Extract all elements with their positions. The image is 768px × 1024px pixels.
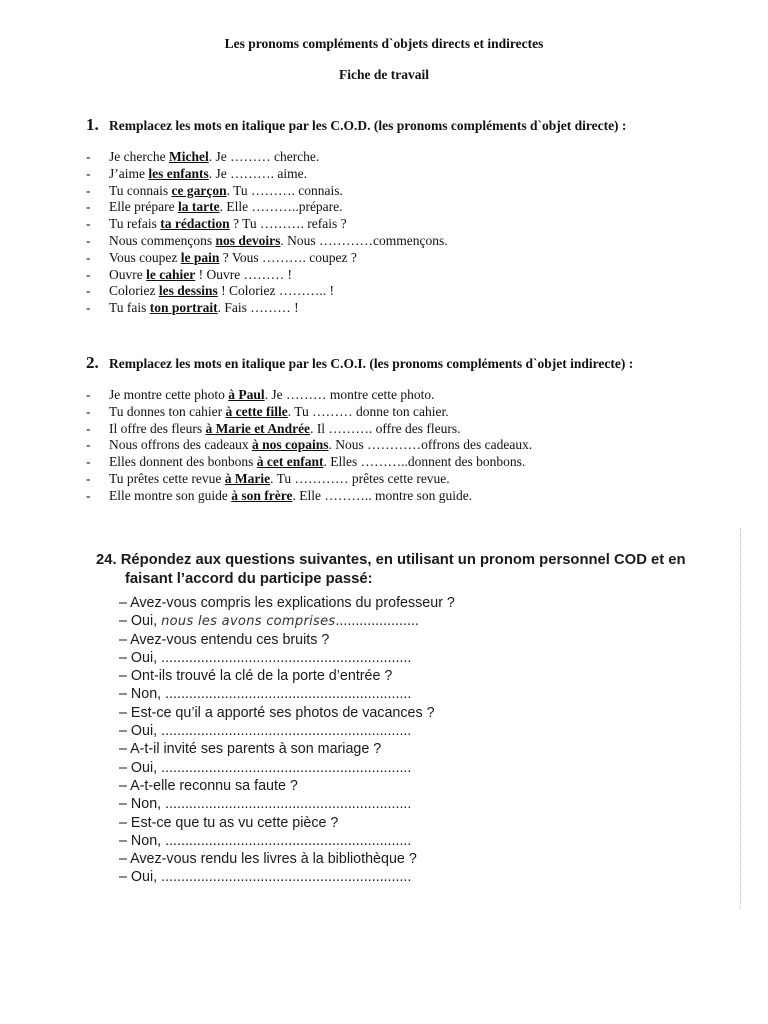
list-item <box>86 233 448 250</box>
item-target-words: le cahier <box>146 266 196 282</box>
item-target-words: à cet enfant <box>256 454 324 470</box>
list-item <box>86 471 532 488</box>
item-target-words: à Paul <box>228 387 265 402</box>
item-target-words: la tarte <box>177 199 220 215</box>
item-target-words: à Marie <box>224 470 271 486</box>
section-24-instruction-line-1: Répondez aux questions suivantes, en utilisant un pronom personnel COD et en <box>120 552 686 568</box>
answer-line: – Non, .............................................................. <box>119 796 412 813</box>
item-blank-text: ! Coloriez ……….. ! <box>217 283 335 299</box>
answer-line: – Oui, ............................................................... <box>119 723 412 740</box>
handwritten-answer: nous les avons comprises <box>161 614 336 630</box>
question-line: – A-t-il invité ses parents à son mariage ? <box>119 741 382 758</box>
answer-line: – Oui, ............................................................... <box>119 649 412 666</box>
section-2-heading <box>86 353 633 373</box>
bullet-dash: - <box>86 266 91 282</box>
item-blank-text: . Nous …………offrons des cadeaux. <box>328 437 533 453</box>
bullet-dash: - <box>86 182 91 198</box>
bullet-dash: - <box>86 249 91 265</box>
item-blank-text: ! Ouvre ……… ! <box>195 266 292 282</box>
item-text: Tu donnes ton cahier <box>109 403 226 419</box>
list-item <box>86 216 448 233</box>
question-line: – Avez-vous entendu ces bruits ? <box>119 631 330 648</box>
item-target-words: ta rédaction <box>160 216 230 232</box>
answer-line: – Non, .............................................................. <box>119 832 412 849</box>
list-item <box>86 283 448 300</box>
answer-line <box>119 612 746 630</box>
bullet-dash: - <box>86 283 91 299</box>
question-line: – Est-ce que tu as vu cette pièce ? <box>119 814 339 831</box>
item-target-words: à cette fille <box>225 403 288 419</box>
item-blank-text: ? Tu ………. refais ? <box>229 216 347 232</box>
list-item <box>86 421 532 438</box>
item-blank-text: . Elle ………..prépare. <box>219 199 343 215</box>
item-text: Elle prépare <box>109 199 178 215</box>
bullet-dash: - <box>86 216 91 232</box>
list-item <box>86 267 448 284</box>
question-line: – Avez-vous rendu les livres à la bibliothèque ? <box>119 851 417 868</box>
bullet-dash: - <box>86 454 91 470</box>
section-1-number: 1. <box>86 115 99 134</box>
bullet-dash: - <box>86 300 91 316</box>
page-title: Les pronoms compléments d`objets directs et indirectes <box>224 36 544 51</box>
item-text: Tu prêtes cette revue <box>109 470 225 486</box>
list-item <box>86 166 448 183</box>
bullet-dash: - <box>86 403 91 419</box>
question-line: – Ont-ils trouvé la clé de la porte d’entrée ? <box>119 668 393 685</box>
list-item <box>86 183 448 200</box>
item-target-words: les enfants <box>148 165 209 181</box>
item-blank-text: . Fais ……… ! <box>217 300 299 316</box>
answer-line: – Oui, ............................................................... <box>119 869 412 886</box>
bullet-dash: - <box>86 470 91 486</box>
item-target-words: Michel <box>168 149 209 164</box>
list-item <box>86 387 532 404</box>
item-blank-text: ? Vous ………. coupez ? <box>219 249 357 265</box>
item-text: Vous coupez <box>109 249 181 265</box>
item-text: Je montre cette photo <box>109 387 229 402</box>
page-subtitle: Fiche de travail <box>339 67 429 82</box>
answer-line: – Oui, ............................................................... <box>119 759 412 776</box>
section-2-exercise-list <box>86 387 532 505</box>
item-blank-text: . Je ………. aime. <box>208 165 307 181</box>
list-item <box>86 199 448 216</box>
item-text: Il offre des fleurs <box>109 420 206 436</box>
item-blank-text: . Je ……… cherche. <box>208 149 320 164</box>
list-item <box>86 454 532 471</box>
item-text: Je cherche <box>109 149 169 164</box>
item-target-words: ce garçon <box>171 182 227 198</box>
bullet-dash: - <box>86 232 91 248</box>
section-1-instruction: Remplacez les mots en italique par les C.O.D. (les pronoms compléments d`objet directe) : <box>109 118 627 133</box>
item-blank-text: . Nous …………commençons. <box>280 232 448 248</box>
section-2-number: 2. <box>86 353 99 372</box>
list-item <box>86 149 448 166</box>
item-text: Tu refais <box>109 216 161 232</box>
item-target-words: ton portrait <box>149 300 218 316</box>
bullet-dash: - <box>86 420 91 436</box>
answer-prefix: – Oui, <box>119 613 162 630</box>
list-item <box>86 437 532 454</box>
list-item <box>86 300 448 317</box>
bullet-dash: - <box>86 199 91 215</box>
item-text: Coloriez <box>109 283 159 299</box>
item-target-words: les dessins <box>158 283 218 299</box>
item-text: Nous offrons des cadeaux <box>109 437 252 453</box>
section-24-number: 24. <box>96 552 117 568</box>
item-text: J’aime <box>109 165 149 181</box>
section-2-instruction: Remplacez les mots en italique par les C.O.I. (les pronoms compléments d`objet indirecte) : <box>109 356 634 371</box>
list-item <box>86 250 448 267</box>
item-target-words: à Marie et Andrée <box>205 420 311 436</box>
qa-list <box>96 594 746 887</box>
bullet-dash: - <box>86 487 91 503</box>
question-line: – Est-ce qu’il a apporté ses photos de vacances ? <box>119 704 435 721</box>
item-text: Elles donnent des bonbons <box>109 454 257 470</box>
item-text: Elle montre son guide <box>109 487 232 503</box>
item-text: Nous commençons <box>109 232 216 248</box>
item-target-words: le pain <box>180 249 220 265</box>
bullet-dash: - <box>86 149 91 164</box>
item-blank-text: . Tu ………… prêtes cette revue. <box>270 470 450 486</box>
bullet-dash: - <box>86 387 91 402</box>
item-blank-text: . Il ………. offre des fleurs. <box>310 420 461 436</box>
item-blank-text: . Tu ………. connais. <box>226 182 343 198</box>
item-blank-text: . Elles ………..donnent des bonbons. <box>323 454 526 470</box>
item-blank-text: . Je ……… montre cette photo. <box>264 387 435 402</box>
bullet-dash: - <box>86 165 91 181</box>
bullet-dash: - <box>86 437 91 453</box>
section-24-instruction-line-2: faisant l’accord du participe passé: <box>125 571 373 587</box>
question-line: – A-t-elle reconnu sa faute ? <box>119 777 298 794</box>
scan-edge-artifact <box>740 528 745 908</box>
section-1-heading <box>86 115 626 135</box>
section-1-exercise-list <box>86 149 448 317</box>
question-line: – Avez-vous compris les explications du professeur ? <box>119 595 455 611</box>
item-blank-text: . Tu ……… donne ton cahier. <box>287 403 449 419</box>
item-target-words: à nos copains <box>251 437 329 453</box>
item-text: Tu connais <box>109 182 172 198</box>
item-blank-text: . Elle ……….. montre son guide. <box>292 487 473 503</box>
section-24-scan <box>96 551 746 887</box>
list-item <box>86 404 532 421</box>
item-target-words: nos devoirs <box>215 232 281 248</box>
answer-line: – Non, .............................................................. <box>119 686 412 703</box>
item-text: Tu fais <box>109 300 150 316</box>
answer-blank: ..................... <box>335 613 419 630</box>
item-text: Ouvre <box>109 266 147 282</box>
item-target-words: à son frère <box>231 487 293 503</box>
list-item <box>86 488 532 505</box>
section-24-heading <box>96 551 746 589</box>
